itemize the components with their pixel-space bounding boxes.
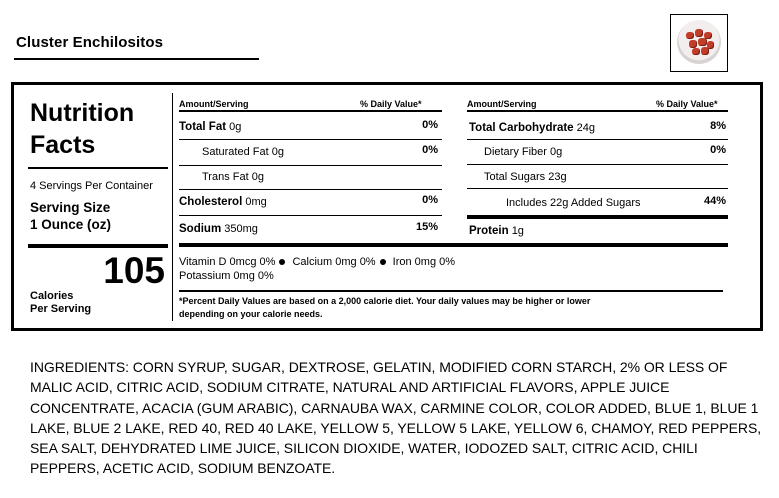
divider [467, 188, 728, 189]
nutrient-amount: 350mg [224, 223, 258, 235]
nutrient-dv: 0% [422, 194, 438, 206]
nutrient-name: Dietary Fiber [484, 146, 547, 158]
divider [467, 110, 728, 112]
divider [467, 139, 728, 140]
nutrition-facts-panel [11, 82, 763, 331]
divider [179, 215, 442, 216]
nutrient-row-sodium [179, 221, 258, 237]
nutrient-amount: 23g [548, 171, 567, 183]
serving-size-label: Serving Size [30, 200, 111, 215]
nutrient-name: Total Carbohydrate [469, 122, 574, 134]
nutrient-amount: 1g [511, 225, 524, 237]
nutrient-dv: 8% [710, 120, 726, 132]
divider-thick [179, 243, 728, 247]
title-underline [14, 58, 259, 60]
iron: Iron 0mg 0% [392, 256, 456, 268]
amount-serving-header-right: Amount/Serving [467, 99, 537, 109]
nutrient-row-trans-fat [202, 169, 264, 185]
footnote-line-2: depending on your calorie needs. [179, 309, 323, 319]
plate-image [677, 20, 721, 64]
daily-value-footnote [179, 295, 590, 321]
nutrient-name: Total Fat [179, 121, 227, 133]
product-thumbnail[interactable] [670, 14, 728, 72]
ingredients-list: INGREDIENTS: CORN SYRUP, SUGAR, DEXTROSE, GELATIN, MODIFIED CORN STARCH, 2% OR LESS OF MALIC ACID, CITRIC ACID, SODIUM CITRATE, NATURAL AND ARTIFICIAL FLAVORS, APPLE JUICE CONCENTRATE, ACACIA (GUM ARABIC), CARNAUBA WAX, CARMINE COLOR, COLOR ADDED, BLUE 1, BLUE 1 LAKE, BLUE 2 LAKE, RED 40, RED 40 LAKE, YELLOW 5, YELLOW 5 LAKE, YELLOW 6, CHAMOY, RED PEPPERS, SEA SALT, DEHYDRATED LIME JUICE, SILICON DIOXIDE, WATER, IODOZED SALT, CITRIC ACID, CHILI PEPPERS, ACETIC ACID, SODIUM BENZOATE. [30, 359, 762, 477]
gummy-candy [698, 38, 707, 46]
nutrient-dv: 44% [703, 195, 726, 207]
nutrient-amount: 0g [251, 171, 264, 183]
potassium: Potassium 0mg 0% [179, 270, 274, 282]
calcium: Calcium 0mg 0% [292, 256, 376, 268]
divider [179, 165, 442, 166]
calories-label-line-1: Calories [30, 290, 74, 302]
nutrient-row-protein [469, 223, 524, 239]
gummy-candy [689, 40, 697, 48]
nutrient-dv: 0% [422, 144, 438, 156]
nutrient-row-total-fat [179, 119, 241, 135]
nutrient-amount: 0g [550, 146, 563, 158]
nutrient-dv: 0% [710, 144, 726, 156]
daily-value-header-left: % Daily Value* [360, 99, 422, 109]
daily-value-header-right: % Daily Value* [656, 99, 718, 109]
footnote-line-1: *Percent Daily Values are based on a 2,000 calorie diet. Your daily values may be higher or lower [179, 296, 591, 306]
nutrient-row-saturated-fat [202, 144, 284, 160]
amount-serving-header-left: Amount/Serving [179, 99, 249, 109]
nutrient-row-dietary-fiber [484, 144, 562, 160]
nutrient-row-added-sugars [506, 195, 641, 211]
calories-label-line-2: Per Serving [30, 303, 92, 315]
divider-thick [28, 244, 168, 248]
product-title: Cluster Enchilositos [16, 34, 164, 51]
gummy-candy [692, 48, 700, 55]
nutrient-dv: 15% [415, 221, 438, 233]
divider [467, 164, 728, 165]
nutrient-amount: 0mg [245, 196, 267, 208]
divider [179, 139, 442, 140]
nutrient-amount: 0g [229, 121, 242, 133]
vitamins-line [179, 255, 455, 269]
title-line-1: Nutrition [30, 99, 135, 127]
divider [28, 167, 168, 169]
serving-size [30, 199, 111, 233]
gummy-candy [701, 47, 709, 55]
nutrition-facts-title [30, 97, 134, 161]
calories-label [30, 290, 91, 316]
nutrient-dv: 0% [422, 119, 438, 131]
column-divider [172, 93, 173, 321]
calories-value: 105 [103, 250, 165, 291]
title-line-2: Facts [30, 131, 96, 159]
nutrient-amount: 0g [271, 146, 284, 158]
gummy-candy [695, 29, 703, 37]
nutrient-row-total-sugars [484, 169, 567, 185]
nutrient-name: Includes 22g Added Sugars [506, 197, 641, 209]
bullet-icon [380, 259, 386, 265]
nutrient-name: Total Sugars [484, 171, 546, 183]
divider-thick [467, 215, 728, 219]
divider [179, 189, 442, 190]
nutrient-amount: 24g [576, 122, 595, 134]
bullet-icon [279, 259, 285, 265]
divider [179, 290, 723, 292]
serving-size-value: 1 Ounce (oz) [30, 217, 112, 232]
nutrient-row-total-carbohydrate [469, 120, 595, 136]
nutrient-name: Sodium [179, 223, 222, 235]
nutrient-name: Cholesterol [179, 196, 243, 208]
servings-per-container: 4 Servings Per Container [30, 180, 153, 192]
nutrient-row-cholesterol [179, 194, 267, 210]
nutrient-name: Trans Fat [202, 171, 249, 183]
nutrient-name: Saturated Fat [202, 146, 269, 158]
divider [179, 110, 442, 112]
vitamin-d: Vitamin D 0mcg 0% [179, 256, 276, 268]
gummy-candy [686, 32, 694, 39]
nutrient-name: Protein [469, 225, 509, 237]
